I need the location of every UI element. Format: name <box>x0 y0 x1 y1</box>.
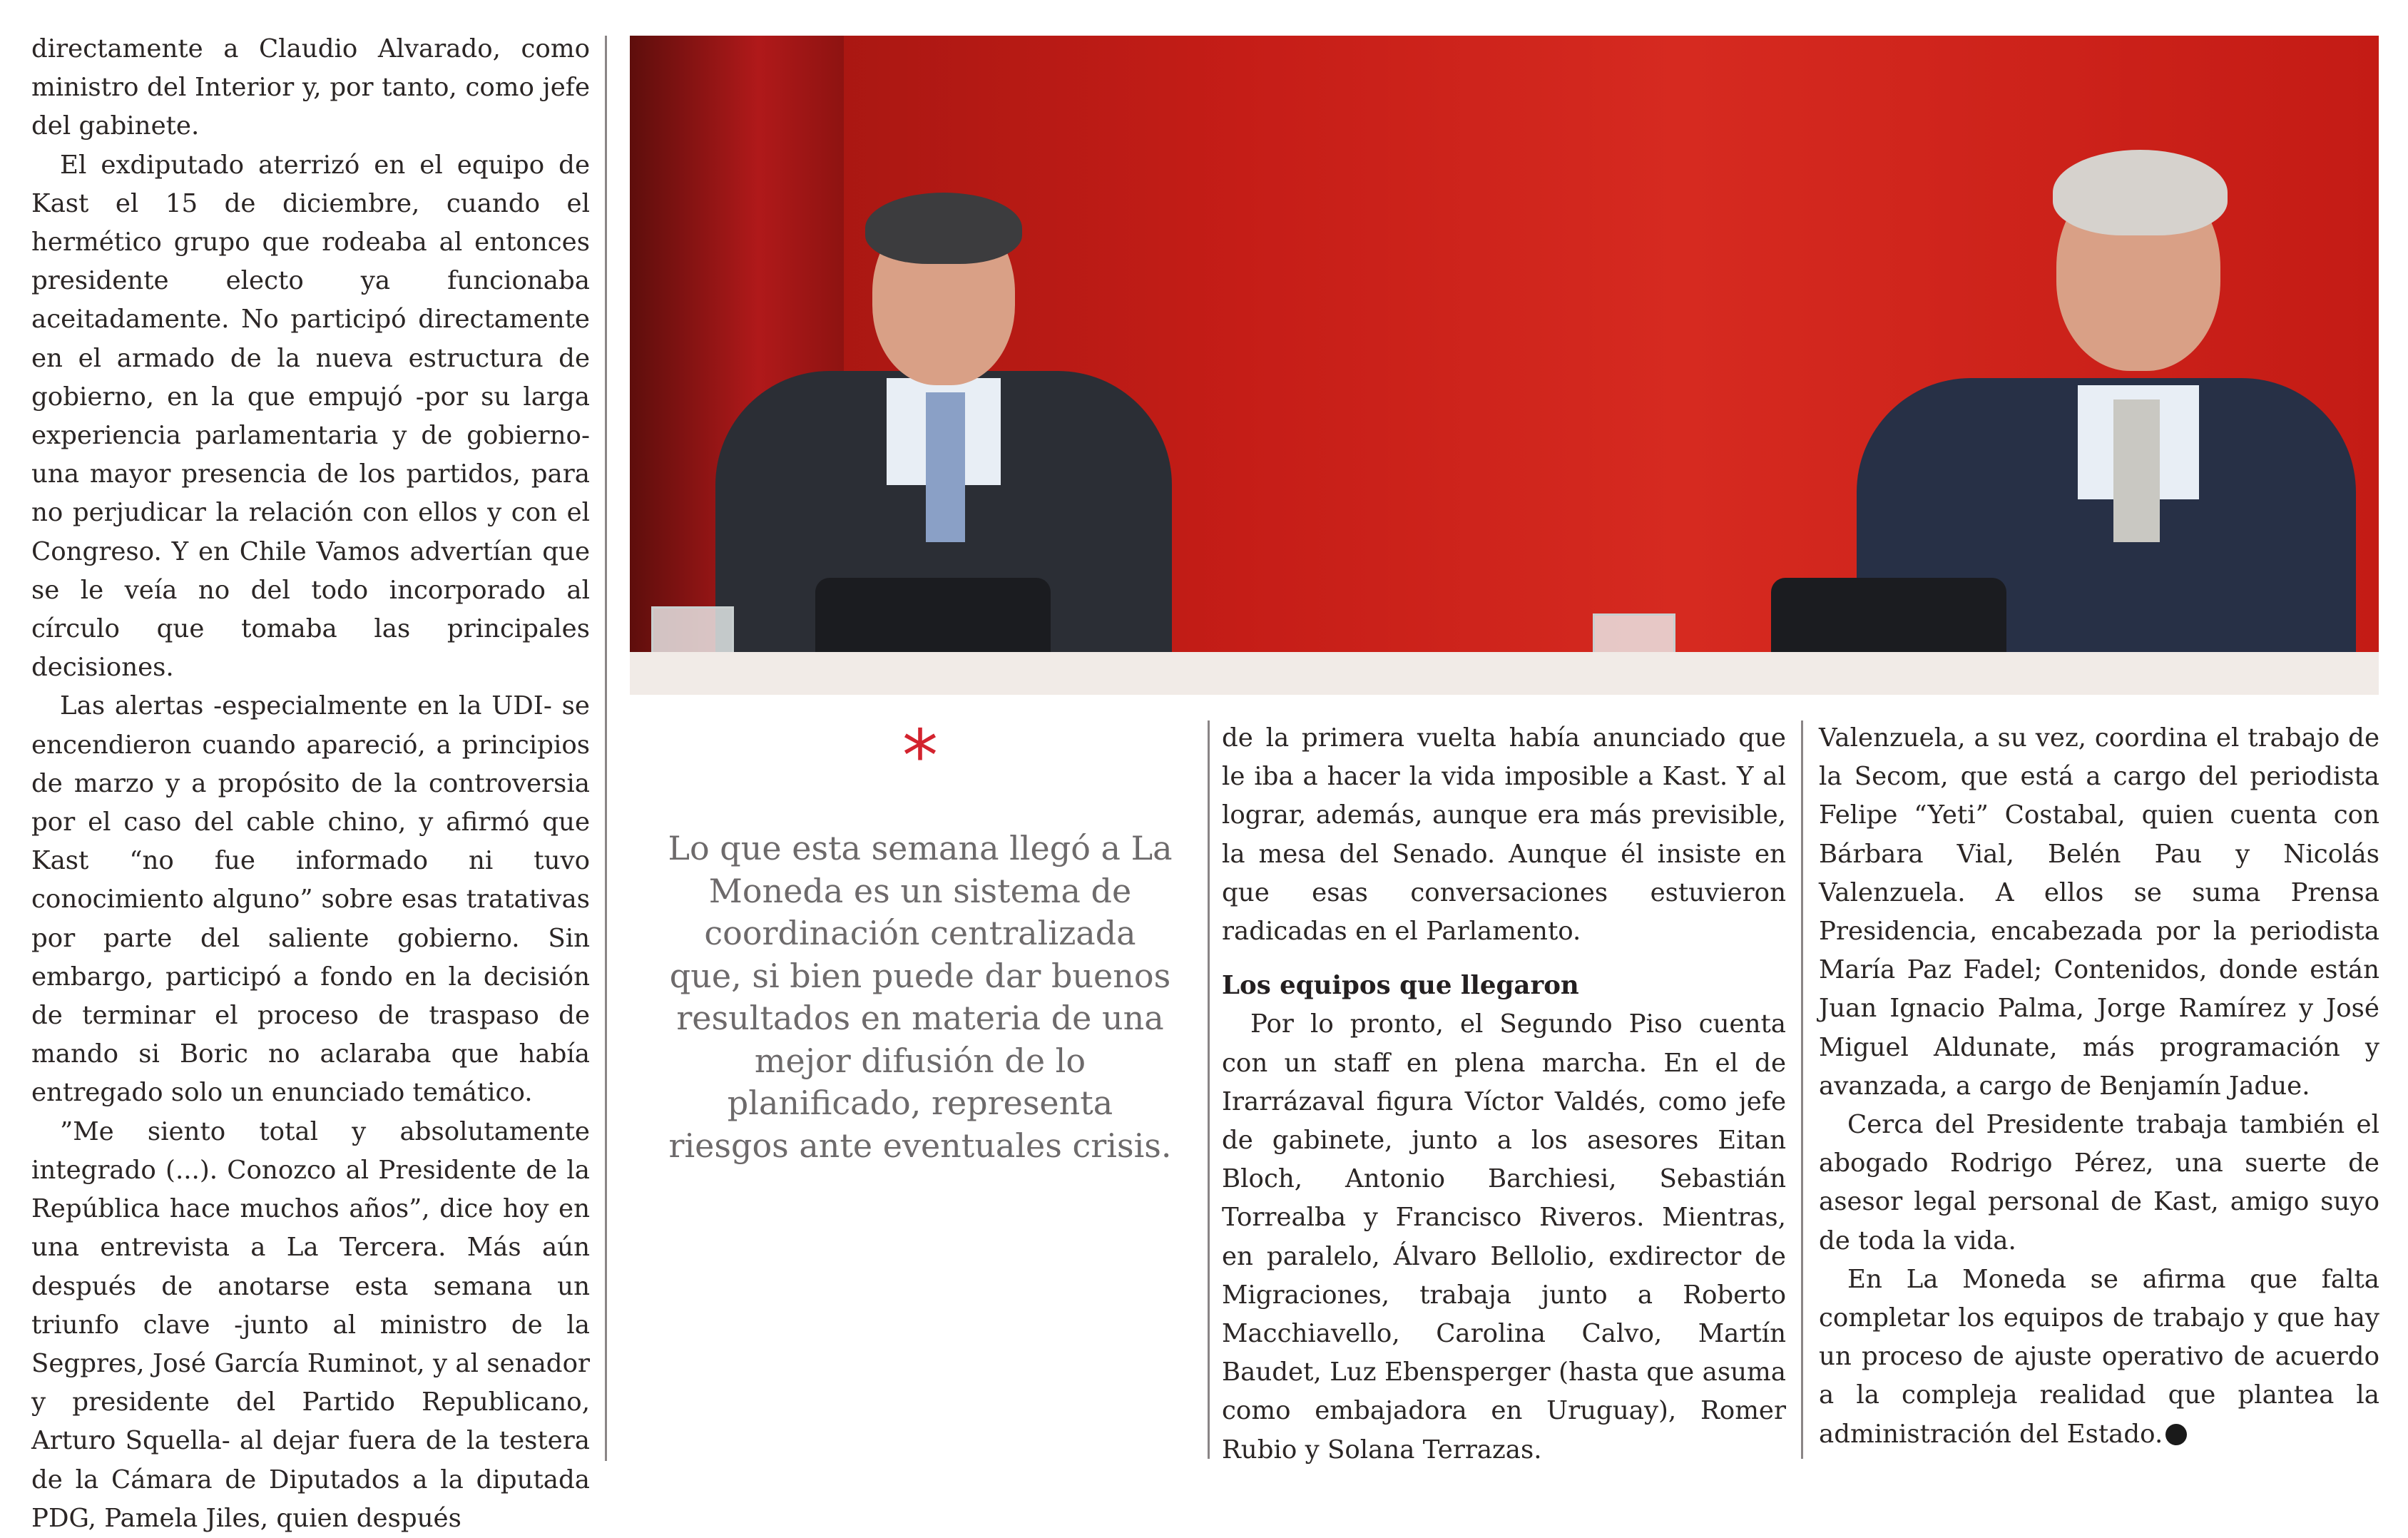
paragraph: Las alertas -especialmente en la UDI- se encendieron cuando apareció, a principios de marzo y a propósito de la controversia por el caso del cable chino, y afirmó que Kast “no fue informado ni tuvo conocimiento alguno” sobre esas tratativas por parte del saliente gobierno. Sin embargo, participó a fondo en la decisión de terminar el proceso de traspaso de mando si Boric no aclaraba que había entregado solo un enunciado temático. <box>31 691 590 1108</box>
paragraph: Cerca del Presidente trabaja también el abogado Rodrigo Pérez, una suerte de asesor legal personal de Kast, amigo suyo de toda la vida. <box>1819 1110 2379 1256</box>
asterisk-icon: * <box>902 714 938 798</box>
column-divider <box>1208 720 1210 1459</box>
article-column-4 <box>1819 719 2379 1454</box>
paragraph: El exdiputado aterrizó en el equipo de Kast el 15 de diciembre, cuando el hermético grupo que rodeaba al entonces presidente electo ya funcionaba aceitadamente. No participó directamente en el armado de la nueva estructura de gobierno, en la que empujó -por su larga experiencia parlamentaria y de gobierno- una mayor presencia de los partidos, para no perjudicar la relación con ellos y con el Congreso. Y en Chile Vamos advertían que se le veía no del todo incorporado al círculo que tomaba las principales decisiones. <box>31 150 590 683</box>
paragraph <box>1819 1261 2379 1454</box>
news-photo <box>630 36 2379 695</box>
article-column-3 <box>1222 719 1786 1470</box>
pull-quote-text: Lo que esta semana llegó a La Moneda es un sistema de coordinación centralizada que, si bien puede dar buenos resultados en materia de una mejor difusión de lo planificado, representa riesgos ante eventuales crisis. <box>668 829 1173 1165</box>
desk <box>630 652 2379 695</box>
article-column-1 <box>31 30 590 1538</box>
column-divider <box>605 36 607 1461</box>
paragraph: Valenzuela, a su vez, coordina el trabajo de la Secom, que está a cargo del periodista Felipe “Yeti” Costabal, quien cuenta con Bárbara Vial, Belén Pau y Nicolás Valenzuela. A ellos se suma Prensa Presidencia, encabezada por la periodista María Paz Fadel; Contenidos, donde están Juan Ignacio Palma, Jorge Ramírez y José Miguel Aldunate, más programación y avanzada, a cargo de Benjamín Jadue. <box>1819 723 2379 1101</box>
paragraph: Por lo pronto, el Segundo Piso cuenta con un staff en plena marcha. En el de Irarrázaval figura Víctor Valdés, como jefe de gabinete, junto a los asesores Eitan Bloch, Antonio Barchiesi, Sebastián Torrealba y Francisco Riveros. Mientras, en paralelo, Álvaro Bellolio, exdirector de Migraciones, trabaja junto a Roberto Macchiavello, Carolina Calvo, Martín Baudet, Luz Ebensperger (hasta que asuma como embajadora en Uruguay), Romer Rubio y Solana Terrazas. <box>1222 1009 1786 1465</box>
column-divider <box>1801 720 1803 1459</box>
microphone-stand <box>815 578 1051 656</box>
paragraph: ”Me siento total y absolutamente integrado (...). Conozco al Presidente de la República hace muchos años”, dice hoy en una entrevista a La Tercera. Más aún después de anotarse esta semana un triunfo clave -junto al ministro de la Segpres, José García Ruminot, y al senador y presidente del Partido Republicano, Arturo Squella- al dejar fuera de la testera de la Cámara de Diputados a la diputada PDG, Pamela Jiles, quien después <box>31 1116 590 1533</box>
end-mark-icon <box>2165 1424 2187 1445</box>
section-subhead: Los equipos que llegaron <box>1222 971 1579 1001</box>
pull-quote <box>663 713 1177 1270</box>
paragraph: directamente a Claudio Alvarado, como ministro del Interior y, por tanto, como jefe del gabinete. <box>31 34 590 141</box>
microphone-stand <box>1771 578 2006 656</box>
paragraph: de la primera vuelta había anunciado que le iba a hacer la vida imposible a Kast. Y al lograr, además, aunque era más previsible, la mesa del Senado. Aunque él insiste en que esas conversaciones estuvieron radicadas en el Parlamento. <box>1222 723 1786 947</box>
paragraph-text: En La Moneda se afirma que falta completar los equipos de trabajo y que hay un proceso de ajuste operativo de acuerdo a la compleja realidad que plantea la administración del Estado. <box>1819 1264 2379 1449</box>
